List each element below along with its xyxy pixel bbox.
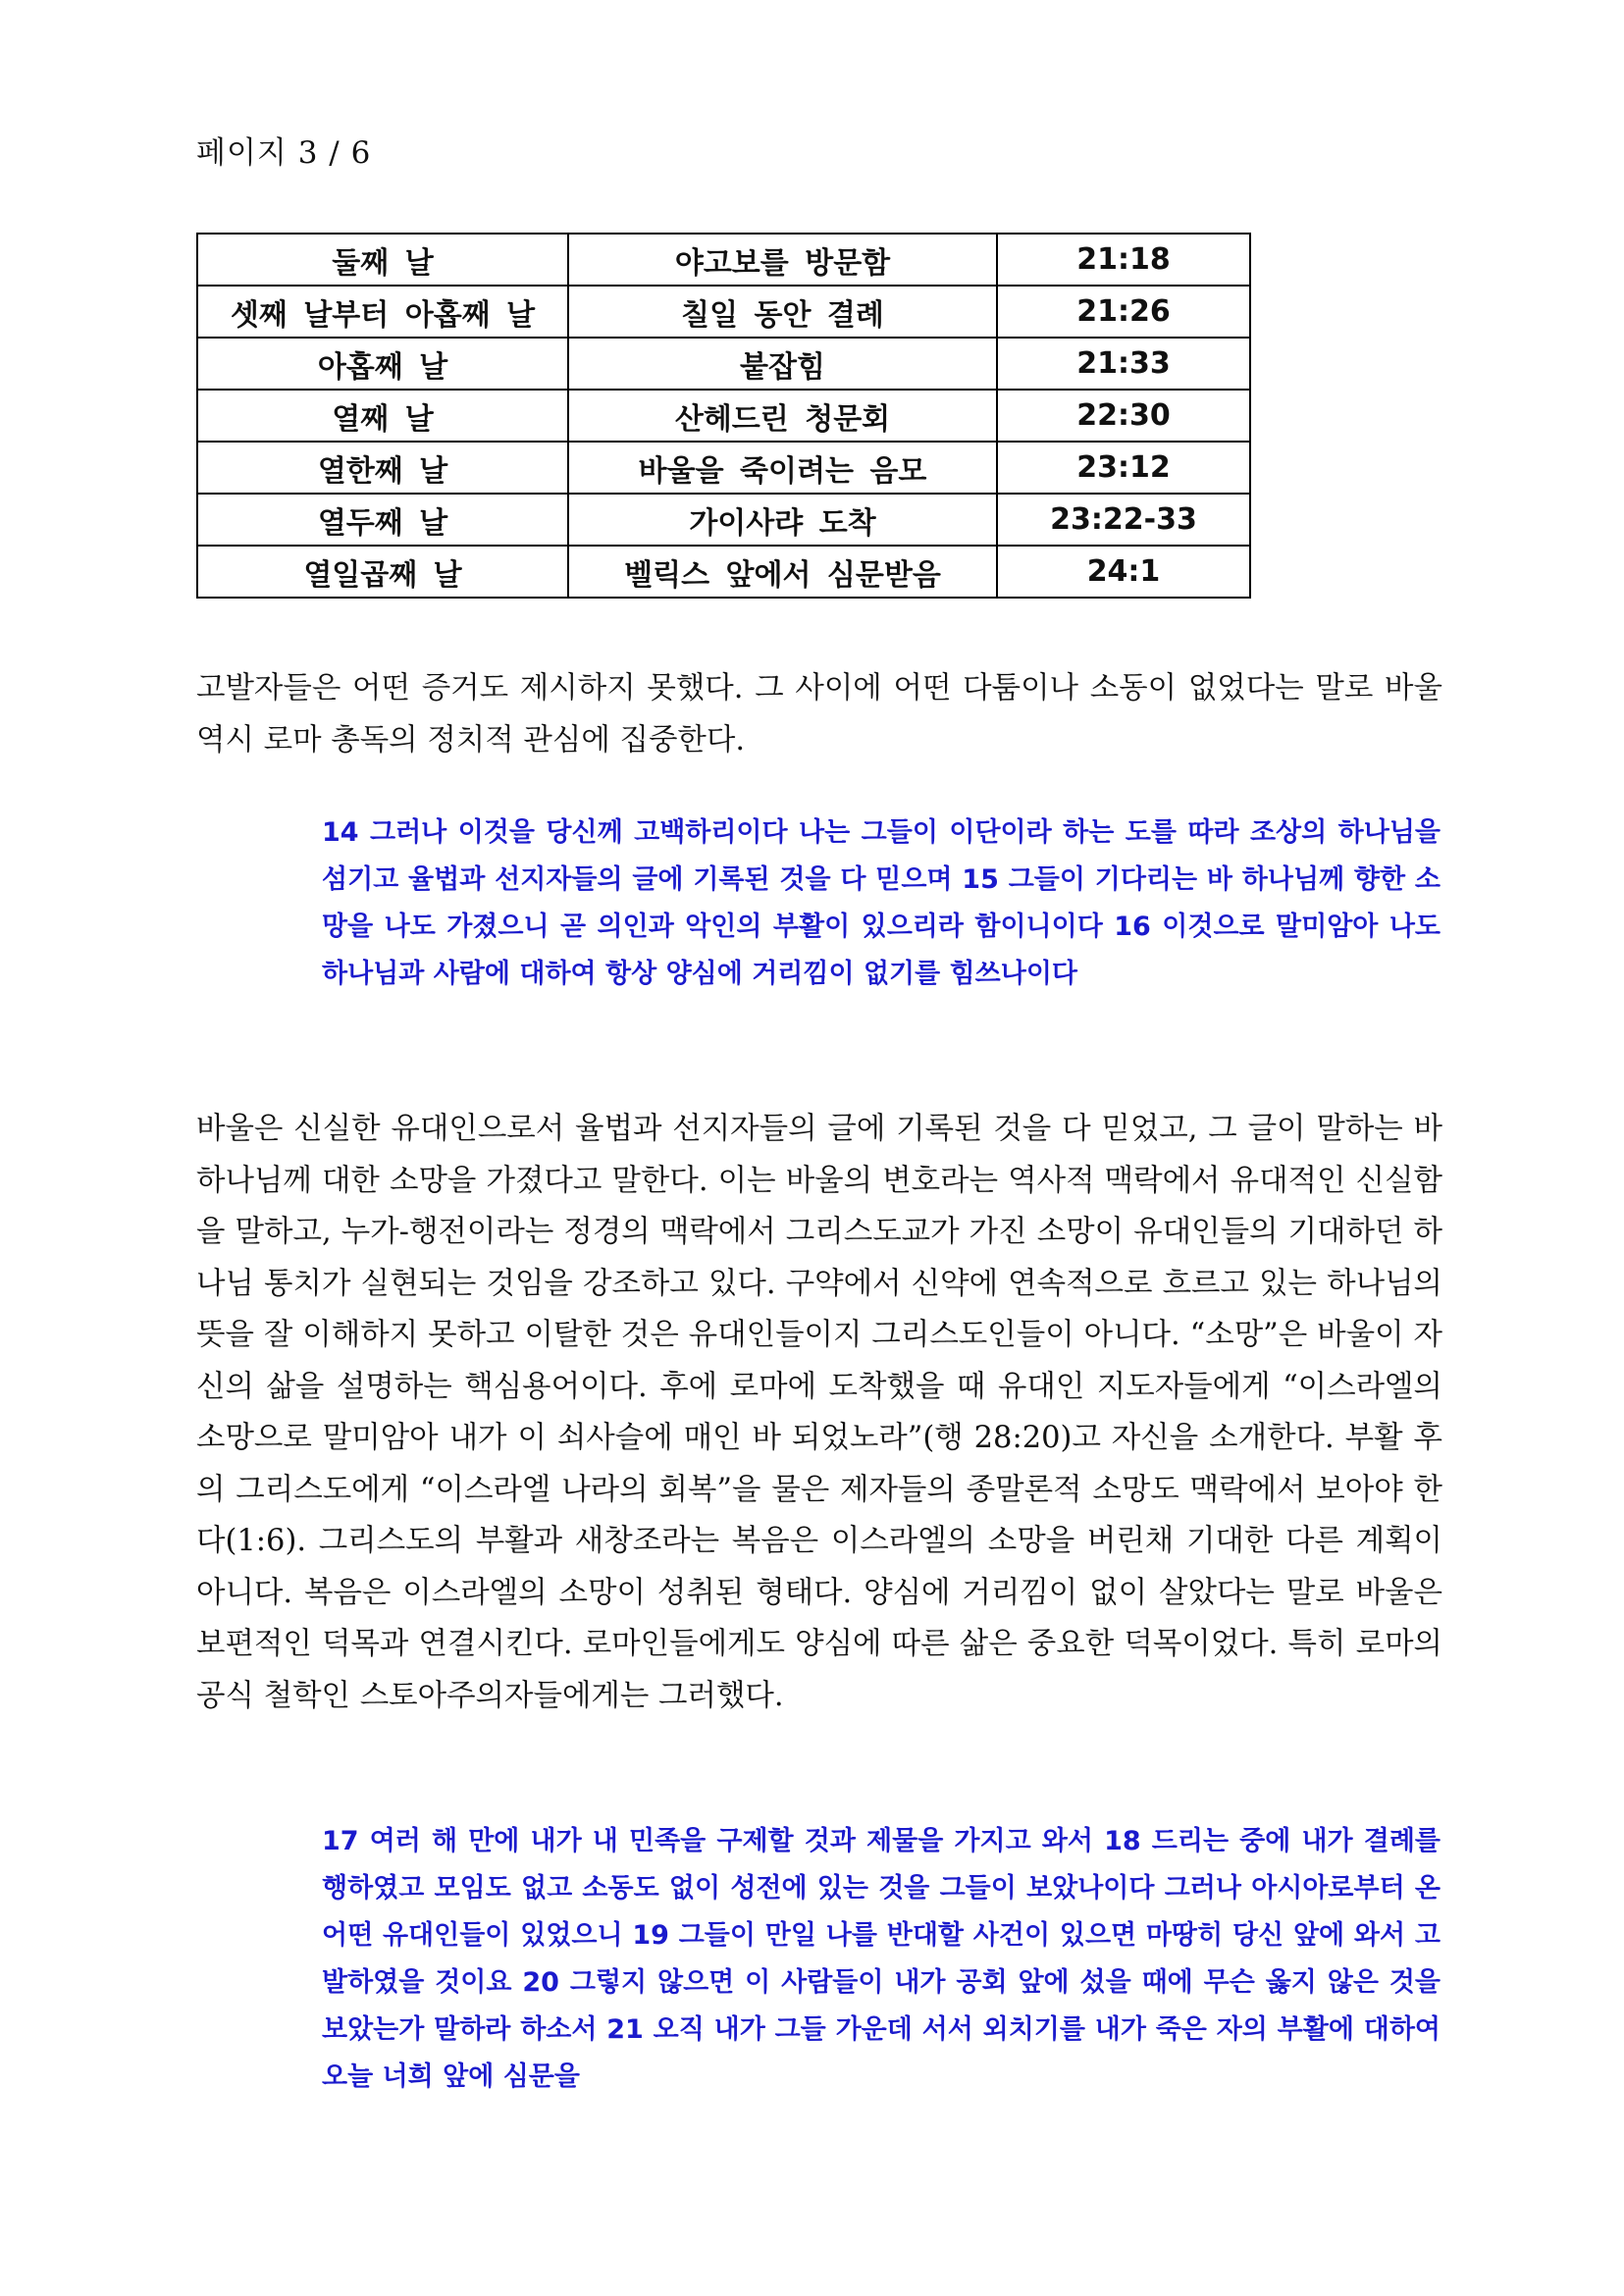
paragraph-hope-commentary: 바울은 신실한 유대인으로서 율법과 선지자들의 글에 기록된 것을 다 믿었고, 그 글이 말하는 바 하나님께 대한 소망을 가졌다고 말한다. 이는 바울의 변호라는 역사적 맥락에서 유대적인 신실함을 말하고, 누가-행전이라는 정경의 맥락에서 그리스도교가 가진 소망이 유대인들의 기대하던 하나님 통치가 실현되는 것임을 강조하고 있다. 구약에서 신약에 연속적으로 흐르고 있는 하나님의 뜻을 잘 이해하지 못하고 이탈한 것은 유대인들이지 그리스도인들이 아니다. “소망”은 바울이 자신의 삶을 설명하는 핵심용어이다. 후에 로마에 도착했을 때 유대인 지도자들에게 “이스라엘의 소망으로 말미암아 내가 이 쇠사슬에 매인 바 되었노라”(행 28:20)고 자신을 소개한다. 부활 후의 그리스도에게 “이스라엘 나라의 회복”을 물은 제자들의 종말론적 소망도 맥락에서 보아야 한다(1:6). 그리스도의 부활과 새창조라는 복음은 이스라엘의 소망을 버린채 기대한 다른 계획이 아니다. 복음은 이스라엘의 소망이 성취된 형태다. 양심에 거리낌이 없이 살았다는 말로 바울은 보편적인 덕목과 연결시킨다. 로마인들에게도 양심에 따른 삶은 중요한 덕목이었다. 특히 로마의 공식 철학인 스토아주의자들에게는 그러했다.	[196, 1112, 1442, 1713]
schedule-row	[197, 338, 1250, 390]
schedule-event-cell: 야고보를 방문함	[568, 234, 997, 286]
schedule-day-cell: 둘째 날	[197, 234, 568, 286]
schedule-row	[197, 286, 1250, 338]
schedule-day-cell: 열째 날	[197, 390, 568, 442]
schedule-row	[197, 390, 1250, 442]
schedule-day-cell: 열두째 날	[197, 494, 568, 546]
schedule-event-cell: 붙잡힘	[568, 338, 997, 390]
schedule-event-cell: 벨릭스 앞에서 심문받음	[568, 546, 997, 598]
schedule-reference-cell: 21:18	[997, 234, 1250, 286]
schedule-event-cell: 칠일 동안 결례	[568, 286, 997, 338]
schedule-row	[197, 546, 1250, 598]
schedule-reference-cell: 23:22-33	[997, 494, 1250, 546]
schedule-reference-cell: 21:33	[997, 338, 1250, 390]
schedule-day-cell: 아홉째 날	[197, 338, 568, 390]
schedule-day-cell: 열한째 날	[197, 442, 568, 494]
schedule-table	[196, 233, 1251, 599]
schedule-day-cell: 셋째 날부터 아홉째 날	[197, 286, 568, 338]
schedule-table-body	[197, 234, 1250, 598]
schedule-row	[197, 494, 1250, 546]
page-number-label: 페이지 3 / 6	[196, 135, 372, 171]
schedule-reference-cell: 21:26	[997, 286, 1250, 338]
scripture-quote-14-16: 14 그러나 이것을 당신께 고백하리이다 나는 그들이 이단이라 하는 도를 따라 조상의 하나님을 섬기고 율법과 선지자들의 글에 기록된 것을 다 믿으며 15 그들이 기다리는 바 하나님께 향한 소망을 나도 가졌으니 곧 의인과 악인의 부활이 있으리라 함이니이다 16 이것으로 말미암아 나도 하나님과 사람에 대하여 항상 양심에 거리낌이 없기를 힘쓰나이다	[322, 817, 1441, 989]
schedule-row	[197, 442, 1250, 494]
schedule-reference-cell: 24:1	[997, 546, 1250, 598]
schedule-reference-cell: 23:12	[997, 442, 1250, 494]
schedule-row	[197, 234, 1250, 286]
paragraph-accusers: 고발자들은 어떤 증거도 제시하지 못했다. 그 사이에 어떤 다툼이나 소동이 없었다는 말로 바울 역시 로마 총독의 정치적 관심에 집중한다.	[196, 671, 1442, 757]
schedule-event-cell: 산헤드린 청문회	[568, 390, 997, 442]
schedule-event-cell: 가이사랴 도착	[568, 494, 997, 546]
schedule-event-cell: 바울을 죽이려는 음모	[568, 442, 997, 494]
schedule-day-cell: 열일곱째 날	[197, 546, 568, 598]
schedule-reference-cell: 22:30	[997, 390, 1250, 442]
scripture-quote-17-21: 17 여러 해 만에 내가 내 민족을 구제할 것과 제물을 가지고 와서 18 드리는 중에 내가 결례를 행하였고 모임도 없고 소동도 없이 성전에 있는 것을 그들이 보았나이다 그러나 아시아로부터 온 어떤 유대인들이 있었으니 19 그들이 만일 나를 반대할 사건이 있으면 마땅히 당신 앞에 와서 고발하였을 것이요 20 그렇지 않으면 이 사람들이 내가 공회 앞에 섰을 때에 무슨 옳지 않은 것을 보았는가 말하라 하소서 21 오직 내가 그들 가운데 서서 외치기를 내가 죽은 자의 부활에 대하여 오늘 너희 앞에 심문을	[322, 1826, 1441, 2092]
